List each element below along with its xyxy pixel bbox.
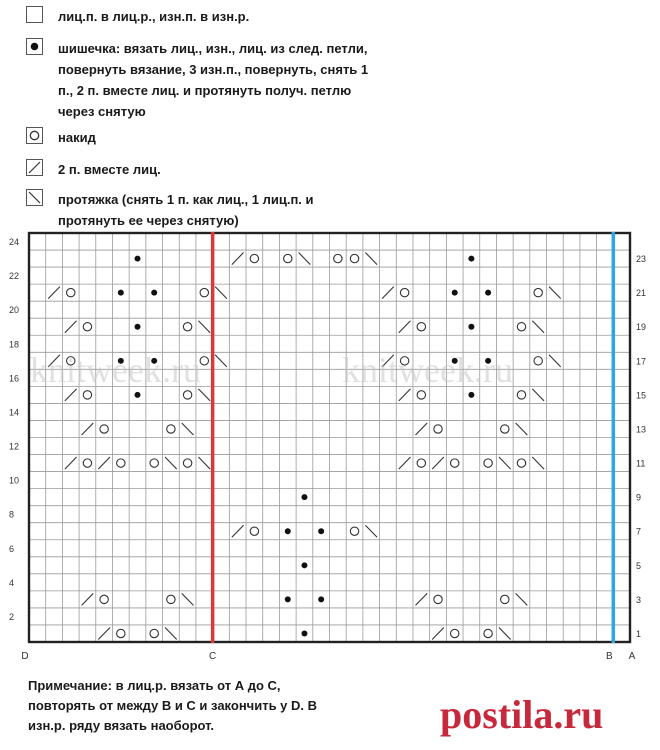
row-label-right: 1 bbox=[636, 628, 642, 639]
bobble-dot-icon bbox=[285, 528, 291, 534]
row-label-left: 14 bbox=[9, 407, 20, 418]
legend-text: лиц.п. в лиц.р., изн.п. в изн.р. bbox=[58, 9, 250, 24]
legend-text: 2 п. вместе лиц. bbox=[58, 162, 161, 177]
bobble-dot-icon bbox=[452, 290, 458, 296]
bobble-dot-icon bbox=[301, 630, 307, 636]
bobble-dot-icon bbox=[318, 596, 324, 602]
bobble-dot-icon bbox=[135, 392, 141, 398]
row-label-left: 16 bbox=[9, 373, 20, 384]
legend-item-bobble bbox=[26, 38, 458, 122]
bobble-dot-icon bbox=[318, 528, 324, 534]
bobble-dot-icon bbox=[301, 562, 307, 568]
bobble-dot-icon bbox=[151, 290, 157, 296]
row-label-left: 6 bbox=[9, 543, 15, 554]
legend-text: протяжка (снять 1 п. как лиц., 1 лиц.п. и протянуть ее через снятую) bbox=[58, 192, 314, 228]
row-label-left: 22 bbox=[9, 271, 20, 282]
ssk-backslash-icon bbox=[26, 189, 43, 206]
legend-text: шишечка: вязать лиц., изн., лиц. из след. петли, повернуть вязание, 3 изн.п., повернуть, снять 1 п., 2 п. вместе лиц. и протянуть получ. петлю через снятую bbox=[58, 41, 369, 119]
bobble-dot-icon bbox=[135, 256, 141, 262]
bobble-dot-icon bbox=[285, 596, 291, 602]
bottom-label-c: C bbox=[209, 651, 217, 662]
row-label-right: 15 bbox=[636, 390, 647, 401]
bottom-label-b: B bbox=[605, 651, 613, 662]
legend-item-knit bbox=[26, 6, 458, 27]
row-label-left: 2 bbox=[9, 611, 15, 622]
bobble-dot-icon bbox=[468, 324, 474, 330]
brand-logo bbox=[440, 690, 640, 740]
bobble-dot-icon bbox=[301, 494, 307, 500]
watermark-left: knitweek.ru bbox=[30, 350, 201, 390]
row-label-right: 23 bbox=[636, 254, 647, 265]
pattern-note: Примечание: в лиц.р. вязать от А до С, повторять от между В и С и закончить у D. В изн.р. ряду вязать наоборот. bbox=[28, 678, 318, 733]
empty-square-icon bbox=[26, 6, 43, 23]
brand-text: postila.ru bbox=[440, 692, 604, 737]
row-label-right: 11 bbox=[636, 458, 646, 469]
bobble-dot-icon bbox=[468, 256, 474, 262]
k2tog-slash-icon bbox=[26, 159, 43, 176]
row-label-right: 13 bbox=[636, 424, 647, 435]
bottom-label-a: A bbox=[628, 651, 636, 662]
row-label-left: 4 bbox=[9, 577, 15, 588]
bobble-dot-icon bbox=[26, 38, 43, 55]
legend-item-k2tog bbox=[26, 159, 458, 180]
row-label-left: 24 bbox=[9, 237, 20, 248]
legend-text: накид bbox=[58, 130, 96, 145]
row-label-right: 9 bbox=[636, 492, 642, 503]
row-label-left: 8 bbox=[9, 509, 15, 520]
bobble-dot-icon bbox=[135, 324, 141, 330]
row-label-right: 21 bbox=[636, 288, 647, 299]
yarn-over-circle-icon bbox=[26, 127, 43, 144]
row-label-right: 7 bbox=[636, 526, 642, 537]
watermark-right: knitweek.ru bbox=[342, 350, 513, 390]
row-label-right: 19 bbox=[636, 322, 647, 333]
bobble-dot-icon bbox=[468, 392, 474, 398]
bobble-dot-icon bbox=[485, 290, 491, 296]
row-label-left: 18 bbox=[9, 339, 20, 350]
row-label-right: 17 bbox=[636, 356, 647, 367]
row-label-left: 10 bbox=[9, 475, 20, 486]
row-label-left: 12 bbox=[9, 441, 20, 452]
knitting-chart bbox=[0, 225, 660, 670]
bottom-label-d: D bbox=[21, 651, 29, 662]
row-label-left: 20 bbox=[9, 305, 20, 316]
row-label-right: 3 bbox=[636, 594, 642, 605]
row-label-right: 5 bbox=[636, 560, 642, 571]
legend-item-yarn-over bbox=[26, 127, 458, 148]
bobble-dot-icon bbox=[118, 290, 124, 296]
